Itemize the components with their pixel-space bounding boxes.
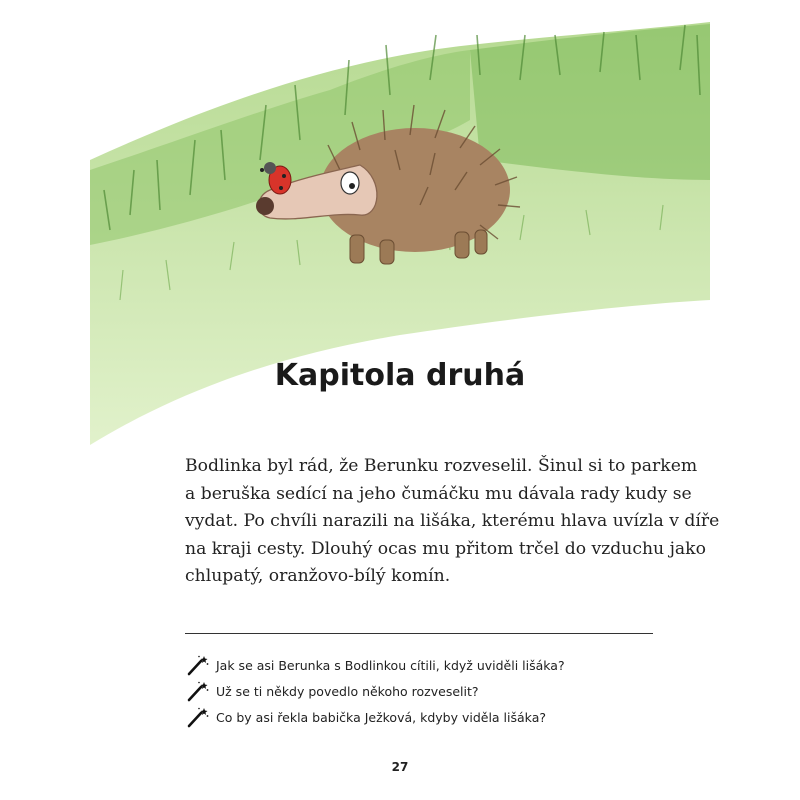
question-item [186,704,656,730]
question-item [186,652,656,678]
question-text: Jak se asi Berunka s Bodlinkou cítili, když uviděli lišáka? [216,657,565,673]
magic-wand-icon [186,680,210,702]
body-line: a beruška sedící na jeho čumáčku mu dávala rady kudy se [185,483,692,504]
chapter-title: Kapitola druhá [274,358,526,393]
body-paragraph [185,453,720,591]
body-line: na kraji cesty. Dlouhý ocas mu přitom trčel do vzduchu jako [185,538,706,559]
magic-wand-icon [186,654,210,676]
section-divider [185,633,653,634]
body-line: vydat. Po chvíli narazili na lišáka, kterému hlava uvízla v díře [185,511,720,531]
body-line: Bodlinka byl rád, že Berunku rozveselil. Šinul si to parkem [185,456,698,476]
question-text: Už se ti někdy povedlo někoho rozveselit? [216,683,479,699]
page-number: 27 [391,760,409,774]
body-line: chlupatý, oranžovo-bílý komín. [185,566,451,586]
question-list [186,652,656,730]
question-item [186,678,656,704]
question-text: Co by asi řekla babička Ježková, kdyby viděla lišáka? [216,709,546,725]
magic-wand-icon [186,706,210,728]
